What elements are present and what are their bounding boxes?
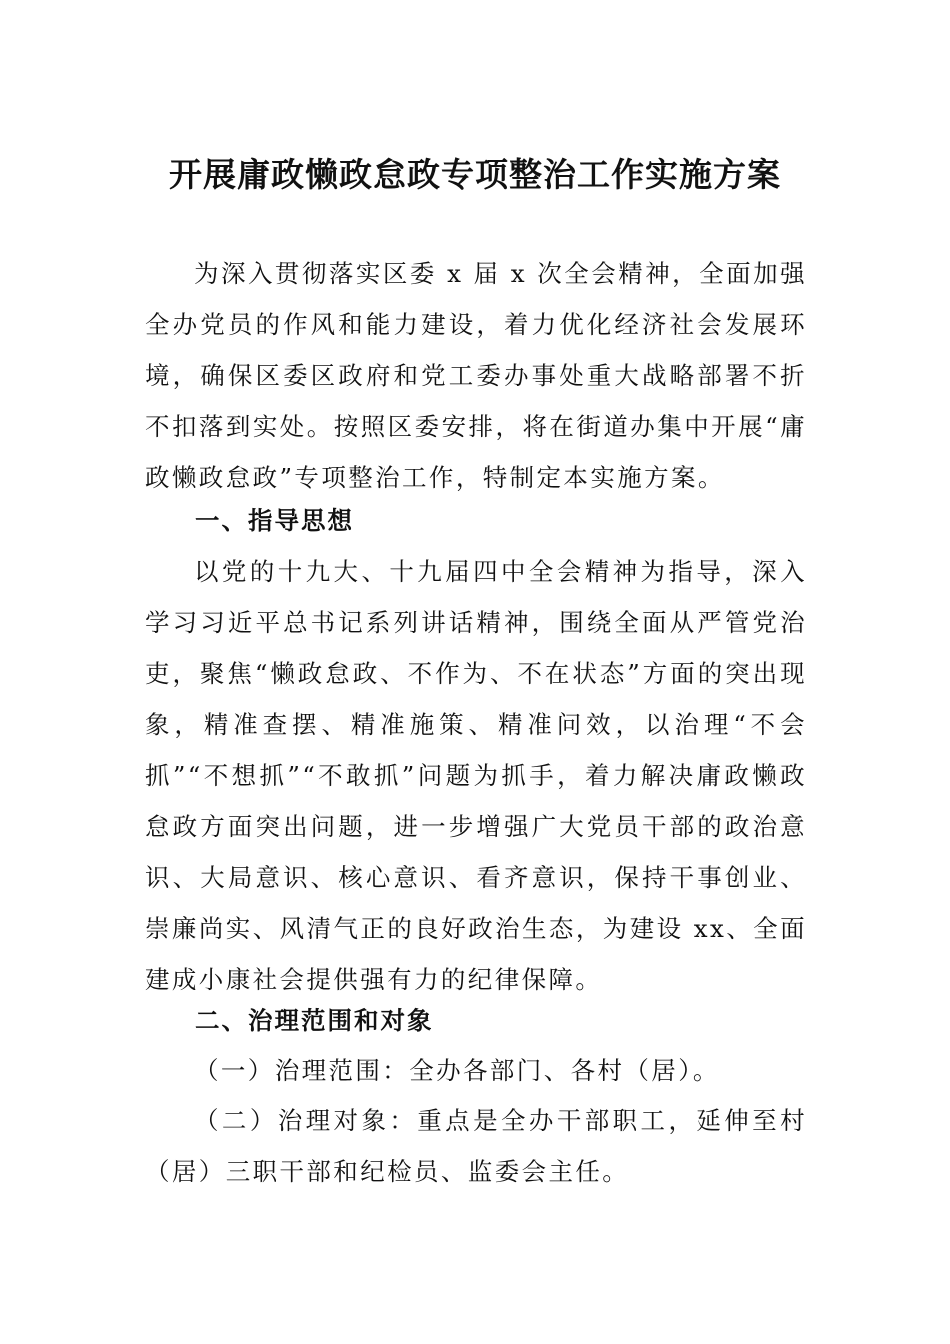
- scope-item: （一）治理范围：全办各部门、各村（居）。: [194, 1056, 720, 1085]
- section-heading-guiding-ideology: 一、指导思想: [195, 506, 354, 535]
- section-paragraph-guiding-ideology: 以党的十九大、十九届四中全会精神为指导，深入学习习近平总书记系列讲话精神，围绕全面从严管党治吏，聚焦“懒政怠政、不作为、不在状态”方面的突出现象，精准查摆、精准施策、精准问效，以治理“不会抓”“不想抓”“不敢抓”问题为抓手，着力解决庸政懒政怠政方面突出问题，进一步增强广大党员干部的政治意识、大局意识、核心意识、看齐意识，保持干事创业、崇廉尚实、风清气正的良好政治生态，为建设 xx、全面建成小康社会提供强有力的纪律保障。: [145, 557, 807, 994]
- document-title: 开展庸政懒政怠政专项整治工作实施方案: [169, 155, 781, 194]
- targets-item: （二）治理对象：重点是全办干部职工，延伸至村（居）三职干部和纪检员、监委会主任。: [145, 1106, 807, 1186]
- intro-paragraph: 为深入贯彻落实区委 x 届 x 次全会精神，全面加强全办党员的作风和能力建设，着力优化经济社会发展环境，确保区委区政府和党工委办事处重大战略部署不折不扣落到实处。按照区委安排，将在街道办集中开展“庸政懒政怠政”专项整治工作，特制定本实施方案。: [145, 259, 807, 492]
- section-heading-scope-and-targets: 二、治理范围和对象: [195, 1006, 434, 1035]
